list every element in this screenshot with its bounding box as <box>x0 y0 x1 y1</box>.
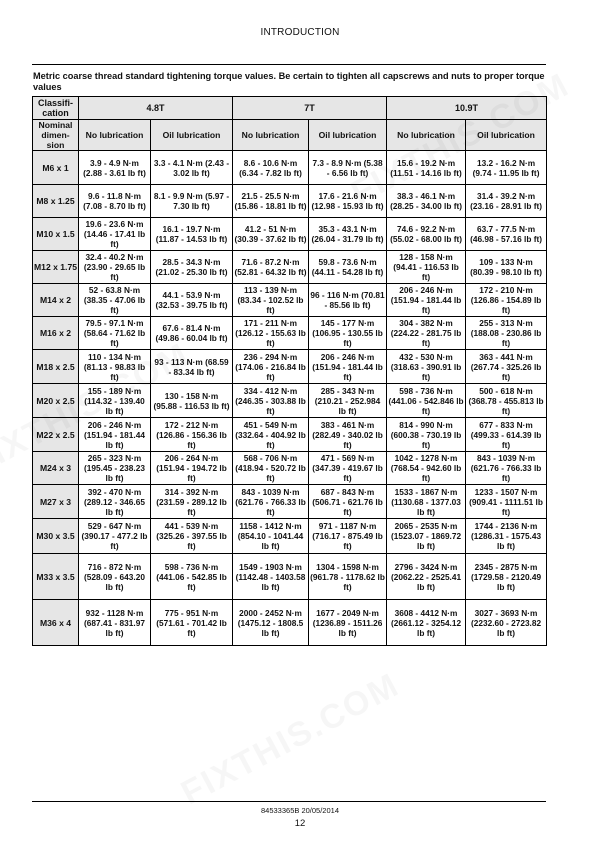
torque-value-cell: 145 - 177 N·m (106.95 - 130.55 lb ft) <box>309 317 387 350</box>
torque-value-cell: 3.9 - 4.9 N·m (2.88 - 3.61 lb ft) <box>79 151 151 185</box>
torque-value-cell: 2065 - 2535 N·m (1523.07 - 1869.72 lb ft) <box>387 519 466 554</box>
torque-value-cell: 1677 - 2049 N·m (1236.89 - 1511.26 lb ft) <box>309 600 387 646</box>
torque-value-cell: 206 - 246 N·m (151.94 - 181.44 lb ft) <box>79 418 151 452</box>
torque-value-cell: 172 - 212 N·m (126.86 - 156.36 lb ft) <box>151 418 233 452</box>
torque-value-cell: 334 - 412 N·m (246.35 - 303.88 lb ft) <box>233 384 309 418</box>
table-row <box>33 317 547 350</box>
torque-value-cell: 109 - 133 N·m (80.39 - 98.10 lb ft) <box>466 251 547 284</box>
torque-value-cell: 236 - 294 N·m (174.06 - 216.84 lb ft) <box>233 350 309 384</box>
sub-header: Oil lubrication <box>466 120 547 151</box>
size-cell: M33 x 3.5 <box>33 554 79 600</box>
size-cell: M8 x 1.25 <box>33 185 79 218</box>
table-row <box>33 600 547 646</box>
torque-value-cell: 2000 - 2452 N·m (1475.12 - 1808.5 lb ft) <box>233 600 309 646</box>
torque-value-cell: 206 - 246 N·m (151.94 - 181.44 lb ft) <box>387 284 466 317</box>
watermark <box>175 666 406 814</box>
grade-header-7t: 7T <box>233 97 387 120</box>
torque-value-cell: 74.6 - 92.2 N·m (55.02 - 68.00 lb ft) <box>387 218 466 251</box>
torque-value-cell: 206 - 264 N·m (151.94 - 194.72 lb ft) <box>151 452 233 485</box>
torque-value-cell: 172 - 210 N·m (126.86 - 154.89 lb ft) <box>466 284 547 317</box>
torque-value-cell: 932 - 1128 N·m (687.41 - 831.97 lb ft) <box>79 600 151 646</box>
table-row <box>33 185 547 218</box>
torque-value-cell: 96 - 116 N·m (70.81 - 85.56 lb ft) <box>309 284 387 317</box>
torque-value-cell: 971 - 1187 N·m (716.17 - 875.49 lb ft) <box>309 519 387 554</box>
torque-value-cell: 130 - 158 N·m (95.88 - 116.53 lb ft) <box>151 384 233 418</box>
torque-value-cell: 110 - 134 N·m (81.13 - 98.83 lb ft) <box>79 350 151 384</box>
torque-value-cell: 41.2 - 51 N·m (30.39 - 37.62 lb ft) <box>233 218 309 251</box>
torque-value-cell: 3027 - 3693 N·m (2232.60 - 2723.82 lb ft) <box>466 600 547 646</box>
torque-value-cell: 32.4 - 40.2 N·m (23.90 - 29.65 lb ft) <box>79 251 151 284</box>
torque-value-cell: 1533 - 1867 N·m (1130.68 - 1377.03 lb ft) <box>387 485 466 519</box>
size-cell: M20 x 2.5 <box>33 384 79 418</box>
table-row <box>33 554 547 600</box>
torque-value-cell: 2345 - 2875 N·m (1729.58 - 2120.49 lb ft) <box>466 554 547 600</box>
size-cell: M24 x 3 <box>33 452 79 485</box>
torque-value-cell: 21.5 - 25.5 N·m (15.86 - 18.81 lb ft) <box>233 185 309 218</box>
torque-value-cell: 716 - 872 N·m (528.09 - 643.20 lb ft) <box>79 554 151 600</box>
sub-header: No lubrication <box>233 120 309 151</box>
size-cell: M6 x 1 <box>33 151 79 185</box>
table-row <box>33 452 547 485</box>
page-number: 12 <box>294 818 306 829</box>
torque-value-cell: 63.7 - 77.5 N·m (46.98 - 57.16 lb ft) <box>466 218 547 251</box>
torque-value-cell: 1233 - 1507 N·m (909.41 - 1111.51 lb ft) <box>466 485 547 519</box>
document-code: 84533365B 20/05/2014 <box>261 806 339 815</box>
torque-value-cell: 441 - 539 N·m (325.26 - 397.55 lb ft) <box>151 519 233 554</box>
torque-value-cell: 3.3 - 4.1 N·m (2.43 - 3.02 lb ft) <box>151 151 233 185</box>
torque-value-cell: 155 - 189 N·m (114.32 - 139.40 lb ft) <box>79 384 151 418</box>
torque-value-cell: 206 - 246 N·m (151.94 - 181.44 lb ft) <box>309 350 387 384</box>
torque-value-cell: 128 - 158 N·m (94.41 - 116.53 lb ft) <box>387 251 466 284</box>
torque-value-cell: 687 - 843 N·m (506.71 - 621.76 lb ft) <box>309 485 387 519</box>
torque-value-cell: 19.6 - 23.6 N·m (14.46 - 17.41 lb ft) <box>79 218 151 251</box>
torque-value-cell: 67.6 - 81.4 N·m (49.86 - 60.04 lb ft) <box>151 317 233 350</box>
torque-value-cell: 79.5 - 97.1 N·m (58.64 - 71.62 lb ft) <box>79 317 151 350</box>
torque-value-cell: 392 - 470 N·m (289.12 - 346.65 lb ft) <box>79 485 151 519</box>
size-cell: M16 x 2 <box>33 317 79 350</box>
table-row <box>33 519 547 554</box>
torque-value-cell: 15.6 - 19.2 N·m (11.51 - 14.16 lb ft) <box>387 151 466 185</box>
torque-value-cell: 568 - 706 N·m (418.94 - 520.72 lb ft) <box>233 452 309 485</box>
torque-value-cell: 677 - 833 N·m (499.33 - 614.39 lb ft) <box>466 418 547 452</box>
torque-value-cell: 255 - 313 N·m (188.08 - 230.86 lb ft) <box>466 317 547 350</box>
torque-value-cell: 171 - 211 N·m (126.12 - 155.63 lb ft) <box>233 317 309 350</box>
torque-value-cell: 17.6 - 21.6 N·m (12.98 - 15.93 lb ft) <box>309 185 387 218</box>
table-row <box>33 218 547 251</box>
classification-header: Classifi-cation <box>33 97 79 120</box>
torque-value-cell: 113 - 139 N·m (83.34 - 102.52 lb ft) <box>233 284 309 317</box>
torque-value-cell: 9.6 - 11.8 N·m (7.08 - 8.70 lb ft) <box>79 185 151 218</box>
torque-value-cell: 1744 - 2136 N·m (1286.31 - 1575.43 lb ft) <box>466 519 547 554</box>
size-cell: M12 x 1.75 <box>33 251 79 284</box>
sub-header: Oil lubrication <box>309 120 387 151</box>
torque-value-cell: 598 - 736 N·m (441.06 - 542.85 lb ft) <box>151 554 233 600</box>
torque-value-cell: 432 - 530 N·m (318.63 - 390.91 lb ft) <box>387 350 466 384</box>
size-cell: M10 x 1.5 <box>33 218 79 251</box>
torque-value-cell: 1549 - 1903 N·m (1142.48 - 1403.58 lb ft) <box>233 554 309 600</box>
table-caption: Metric coarse thread standard tightening torque values. Be certain to tighten all capscrews and nuts to proper torque values <box>33 71 545 92</box>
sub-header: Oil lubrication <box>151 120 233 151</box>
torque-value-cell: 265 - 323 N·m (195.45 - 238.23 lb ft) <box>79 452 151 485</box>
size-cell: M18 x 2.5 <box>33 350 79 384</box>
size-cell: M30 x 3.5 <box>33 519 79 554</box>
torque-value-cell: 843 - 1039 N·m (621.76 - 766.33 lb ft) <box>233 485 309 519</box>
size-cell: M27 x 3 <box>33 485 79 519</box>
torque-value-cell: 471 - 569 N·m (347.39 - 419.67 lb ft) <box>309 452 387 485</box>
torque-value-cell: 7.3 - 8.9 N·m (5.38 - 6.56 lb ft) <box>309 151 387 185</box>
size-cell: M36 x 4 <box>33 600 79 646</box>
page-header-title: INTRODUCTION <box>260 27 340 38</box>
torque-value-cell: 1042 - 1278 N·m (768.54 - 942.60 lb ft) <box>387 452 466 485</box>
torque-value-cell: 52 - 63.8 N·m (38.35 - 47.06 lb ft) <box>79 284 151 317</box>
table-row <box>33 251 547 284</box>
torque-value-cell: 13.2 - 16.2 N·m (9.74 - 11.95 lb ft) <box>466 151 547 185</box>
torque-value-cell: 285 - 343 N·m (210.21 - 252.984 lb ft) <box>309 384 387 418</box>
size-cell: M22 x 2.5 <box>33 418 79 452</box>
sub-header: No lubrication <box>387 120 466 151</box>
torque-value-cell: 8.1 - 9.9 N·m (5.97 - 7.30 lb ft) <box>151 185 233 218</box>
torque-value-cell: 451 - 549 N·m (332.64 - 404.92 lb ft) <box>233 418 309 452</box>
torque-value-cell: 2796 - 3424 N·m (2062.22 - 2525.41 lb ft) <box>387 554 466 600</box>
torque-value-cell: 500 - 618 N·m (368.78 - 455.813 lb ft) <box>466 384 547 418</box>
torque-value-cell: 3608 - 4412 N·m (2661.12 - 3254.12 lb ft) <box>387 600 466 646</box>
torque-value-cell: 598 - 736 N·m (441.06 - 542.846 lb ft) <box>388 385 464 416</box>
torque-value-cell: 35.3 - 43.1 N·m (26.04 - 31.79 lb ft) <box>309 218 387 251</box>
table-row <box>33 418 547 452</box>
size-cell: M14 x 2 <box>33 284 79 317</box>
torque-value-cell: 363 - 441 N·m (267.74 - 325.26 lb ft) <box>466 350 547 384</box>
footer-rule <box>32 801 546 802</box>
torque-value-cell: 28.5 - 34.3 N·m (21.02 - 25.30 lb ft) <box>151 251 233 284</box>
torque-value-cell: 529 - 647 N·m (390.17 - 477.2 lb ft) <box>79 519 151 554</box>
torque-value-cell: 31.4 - 39.2 N·m (23.16 - 28.91 lb ft) <box>466 185 547 218</box>
torque-value-cell: 1304 - 1598 N·m (961.78 - 1178.62 lb ft) <box>309 554 387 600</box>
nominal-dimension-header: Nominal dimen-sion <box>33 120 79 151</box>
torque-value-cell: 44.1 - 53.9 N·m (32.53 - 39.75 lb ft) <box>151 284 233 317</box>
torque-value-cell: 38.3 - 46.1 N·m (28.25 - 34.00 lb ft) <box>387 185 466 218</box>
torque-value-cell: 775 - 951 N·m (571.61 - 701.42 lb ft) <box>151 600 233 646</box>
torque-value-cell: 814 - 990 N·m (600.38 - 730.19 lb ft) <box>387 418 466 452</box>
sub-header: No lubrication <box>79 120 151 151</box>
torque-value-cell: 304 - 382 N·m (224.22 - 281.75 lb ft) <box>387 317 466 350</box>
torque-value-cell: 59.8 - 73.6 N·m (44.11 - 54.28 lb ft) <box>309 251 387 284</box>
torque-value-cell: 383 - 461 N·m (282.49 - 340.02 lb ft) <box>309 418 387 452</box>
header-rule <box>32 64 546 65</box>
torque-value-cell: 8.6 - 10.6 N·m (6.34 - 7.82 lb ft) <box>233 151 309 185</box>
grade-header-4-8t: 4.8T <box>79 97 233 120</box>
torque-value-cell: 843 - 1039 N·m (621.76 - 766.33 lb ft) <box>466 452 547 485</box>
torque-value-cell: 16.1 - 19.7 N·m (11.87 - 14.53 lb ft) <box>151 218 233 251</box>
grade-header-10-9t: 10.9T <box>387 97 547 120</box>
torque-value-cell: 1158 - 1412 N·m (854.10 - 1041.44 lb ft) <box>233 519 309 554</box>
torque-value-cell: 314 - 392 N·m (231.59 - 289.12 lb ft) <box>151 485 233 519</box>
torque-value-cell: 71.6 - 87.2 N·m (52.81 - 64.32 lb ft) <box>233 251 309 284</box>
table-row <box>33 485 547 519</box>
table-row <box>33 284 547 317</box>
torque-value-cell: 93 - 113 N·m (68.59 - 83.34 lb ft) <box>151 350 233 384</box>
